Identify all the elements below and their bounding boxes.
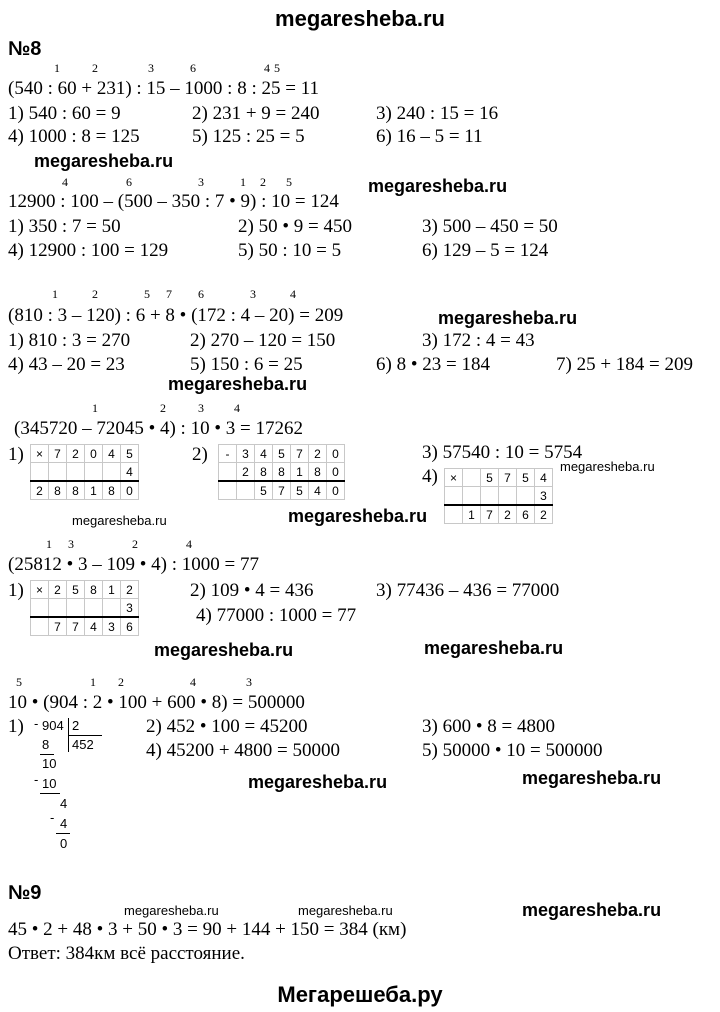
digit: 3 xyxy=(103,617,121,636)
watermark-small: megaresheba.ru xyxy=(72,513,167,528)
digit: 2 xyxy=(309,445,327,463)
order-mark: 1 xyxy=(46,537,52,551)
step: 3) 77436 – 436 = 77000 xyxy=(376,580,560,601)
rule xyxy=(56,833,70,834)
digit: 5 xyxy=(273,445,291,463)
digit: 5 xyxy=(255,481,273,500)
order-mark: 5 xyxy=(16,675,22,689)
subtrahend: 8 xyxy=(42,737,50,752)
order-mark: 1 xyxy=(92,401,98,415)
digit: 2 xyxy=(121,581,139,599)
digit: 3 xyxy=(535,487,553,506)
subtraction-grid xyxy=(218,444,345,500)
order-mark: 2 xyxy=(260,175,266,189)
order-mark: 4 xyxy=(186,537,192,551)
step: 6) 8 • 23 = 184 xyxy=(376,354,490,375)
order-mark: 2 xyxy=(92,287,98,301)
minus-sign: - xyxy=(34,716,39,731)
watermark: megaresheba.ru xyxy=(438,308,578,328)
sign: × xyxy=(445,469,463,487)
step: 1) 810 : 3 = 270 xyxy=(8,330,131,351)
digit: 2 xyxy=(535,505,553,524)
step: 5) 50 : 10 = 5 xyxy=(238,240,342,261)
step: 1) 350 : 7 = 50 xyxy=(8,216,121,237)
step: 2) 109 • 4 = 436 xyxy=(190,580,314,601)
digit: 0 xyxy=(85,445,103,463)
order-mark: 4 xyxy=(62,175,68,189)
rule xyxy=(40,754,54,755)
order-mark: 7 xyxy=(166,287,172,301)
site-header[interactable]: megaresheba.ru xyxy=(275,6,445,31)
digit: 7 xyxy=(481,505,499,524)
step-label: 2) xyxy=(192,444,208,465)
watermark: megaresheba.ru xyxy=(34,151,174,171)
digit: 8 xyxy=(67,481,85,500)
digit: 7 xyxy=(49,617,67,636)
order-mark: 3 xyxy=(198,401,204,415)
minus-sign: - xyxy=(34,772,39,787)
digit: 7 xyxy=(67,617,85,636)
order-mark: 5 xyxy=(144,287,150,301)
watermark: megaresheba.ru xyxy=(154,640,294,660)
answer: Ответ: 384км всё расстояние. xyxy=(8,943,245,964)
step-label: 1) xyxy=(8,580,24,601)
step: 6) 16 – 5 = 11 xyxy=(376,126,483,147)
order-mark: 3 xyxy=(68,537,74,551)
expression: (25812 • 3 – 109 • 4) : 1000 = 77 xyxy=(8,554,259,575)
order-mark: 2 xyxy=(92,61,98,75)
rule xyxy=(40,793,60,794)
digit: 5 xyxy=(291,481,309,500)
order-mark: 1 xyxy=(90,675,96,689)
order-mark: 4 xyxy=(290,287,296,301)
watermark-small: megaresheba.ru xyxy=(124,903,219,918)
order-mark: 5 xyxy=(286,175,292,189)
step: 4) 45200 + 4800 = 50000 xyxy=(146,740,341,761)
digit: 1 xyxy=(463,505,481,524)
dividend: 904 xyxy=(42,718,64,733)
step: 4) 12900 : 100 = 129 xyxy=(8,240,169,261)
order-mark: 1 xyxy=(52,287,58,301)
remainder: 0 xyxy=(60,836,68,851)
order-mark: 3 xyxy=(148,61,154,75)
order-mark: 4 xyxy=(234,401,240,415)
digit: 8 xyxy=(255,463,273,482)
digit: 5 xyxy=(67,581,85,599)
digit: 2 xyxy=(31,481,49,500)
step: 2) 50 • 9 = 450 xyxy=(238,216,352,237)
expression: 12900 : 100 – (500 – 350 : 7 • 9) : 10 = 124 xyxy=(8,191,339,212)
digit: 8 xyxy=(49,481,67,500)
step-label: 1) xyxy=(8,716,24,737)
step-label: 1) xyxy=(8,444,24,465)
order-mark: 6 xyxy=(126,175,132,189)
order-mark: 4 xyxy=(264,61,270,75)
digit: 2 xyxy=(237,463,255,482)
multiplication-grid xyxy=(30,580,139,636)
order-mark: 6 xyxy=(198,287,204,301)
step: 3) 500 – 450 = 50 xyxy=(422,216,558,237)
digit: 2 xyxy=(499,505,517,524)
task-8-title: №8 xyxy=(8,38,42,60)
step: 4) 77000 : 1000 = 77 xyxy=(196,605,357,626)
digit: 4 xyxy=(535,469,553,487)
order-mark: 4 xyxy=(190,675,196,689)
sign: × xyxy=(31,445,49,463)
sign: - xyxy=(219,445,237,463)
task-9-title: №9 xyxy=(8,882,42,904)
digit: 4 xyxy=(255,445,273,463)
step: 4) 43 – 20 = 23 xyxy=(8,354,125,375)
order-mark: 2 xyxy=(132,537,138,551)
order-mark: 6 xyxy=(190,61,196,75)
digit: 6 xyxy=(121,617,139,636)
digit: 7 xyxy=(273,481,291,500)
watermark-small: megaresheba.ru xyxy=(298,903,393,918)
watermark: megaresheba.ru xyxy=(368,176,508,196)
digit: 2 xyxy=(49,581,67,599)
watermark: megaresheba.ru xyxy=(288,506,428,526)
digit: 1 xyxy=(291,463,309,482)
step: 6) 129 – 5 = 124 xyxy=(422,240,549,261)
step: 5) 50000 • 10 = 500000 xyxy=(422,740,603,761)
remainder: 4 xyxy=(60,796,68,811)
order-mark: 5 xyxy=(274,61,280,75)
order-mark: 2 xyxy=(160,401,166,415)
step: 1) 540 : 60 = 9 xyxy=(8,103,121,124)
digit: 1 xyxy=(85,481,103,500)
digit: 0 xyxy=(327,481,345,500)
digit: 4 xyxy=(309,481,327,500)
step: 3) 57540 : 10 = 5754 xyxy=(422,442,583,463)
divisor: 2 xyxy=(72,718,80,733)
order-mark: 2 xyxy=(118,675,124,689)
expression: (345720 – 72045 • 4) : 10 • 3 = 17262 xyxy=(14,418,303,439)
digit: 0 xyxy=(121,481,139,500)
step: 3) 240 : 15 = 16 xyxy=(376,103,499,124)
site-footer[interactable]: Мегарешеба.ру xyxy=(277,982,443,1007)
digit: 0 xyxy=(327,463,345,482)
step: 5) 150 : 6 = 25 xyxy=(190,354,303,375)
digit: 4 xyxy=(103,445,121,463)
step: 7) 25 + 184 = 209 xyxy=(556,354,694,375)
order-mark: 1 xyxy=(240,175,246,189)
step: 5) 125 : 25 = 5 xyxy=(192,126,305,147)
digit: 7 xyxy=(49,445,67,463)
multiplication-grid xyxy=(30,444,139,500)
expression: 10 • (904 : 2 • 100 + 600 • 8) = 500000 xyxy=(8,692,305,713)
step: 2) 452 • 100 = 45200 xyxy=(146,716,308,737)
digit: 3 xyxy=(237,445,255,463)
digit: 1 xyxy=(103,581,121,599)
order-mark: 1 xyxy=(54,61,60,75)
step-label: 4) xyxy=(422,466,438,487)
expression: (810 : 3 – 120) : 6 + 8 • (172 : 4 – 20) = 209 xyxy=(8,305,344,326)
watermark: megaresheba.ru xyxy=(168,374,308,394)
expression: 45 • 2 + 48 • 3 + 50 • 3 = 90 + 144 + 150 = 384 (км) xyxy=(8,919,407,940)
subtrahend: 10 xyxy=(42,776,57,791)
digit: 0 xyxy=(327,445,345,463)
quotient: 452 xyxy=(72,737,94,752)
digit: 8 xyxy=(103,481,121,500)
digit: 8 xyxy=(309,463,327,482)
step: 3) 172 : 4 = 43 xyxy=(422,330,535,351)
expression: (540 : 60 + 231) : 15 – 1000 : 8 : 25 = 11 xyxy=(8,78,319,99)
order-mark: 3 xyxy=(246,675,252,689)
digit: 8 xyxy=(273,463,291,482)
digit: 4 xyxy=(85,617,103,636)
remainder: 10 xyxy=(42,756,57,771)
step: 2) 270 – 120 = 150 xyxy=(190,330,336,351)
digit: 6 xyxy=(517,505,535,524)
subtrahend: 4 xyxy=(60,816,68,831)
watermark: megaresheba.ru xyxy=(248,772,388,792)
digit: 2 xyxy=(67,445,85,463)
step: 3) 600 • 8 = 4800 xyxy=(422,716,555,737)
divisor-line xyxy=(68,735,102,736)
digit: 8 xyxy=(85,581,103,599)
digit: 5 xyxy=(517,469,535,487)
watermark: megaresheba.ru xyxy=(424,638,564,658)
order-mark: 3 xyxy=(250,287,256,301)
watermark-small: megaresheba.ru xyxy=(560,459,655,474)
digit: 7 xyxy=(291,445,309,463)
digit: 5 xyxy=(481,469,499,487)
watermark: megaresheba.ru xyxy=(522,900,662,920)
minus-sign: - xyxy=(50,810,55,825)
step: 4) 1000 : 8 = 125 xyxy=(8,126,140,147)
watermark: megaresheba.ru xyxy=(522,768,662,788)
digit: 3 xyxy=(121,599,139,618)
multiplication-grid xyxy=(444,468,553,524)
digit: 4 xyxy=(121,463,139,482)
sign: × xyxy=(31,581,49,599)
digit: 5 xyxy=(121,445,139,463)
digit: 7 xyxy=(499,469,517,487)
step: 2) 231 + 9 = 240 xyxy=(192,103,320,124)
order-mark: 3 xyxy=(198,175,204,189)
